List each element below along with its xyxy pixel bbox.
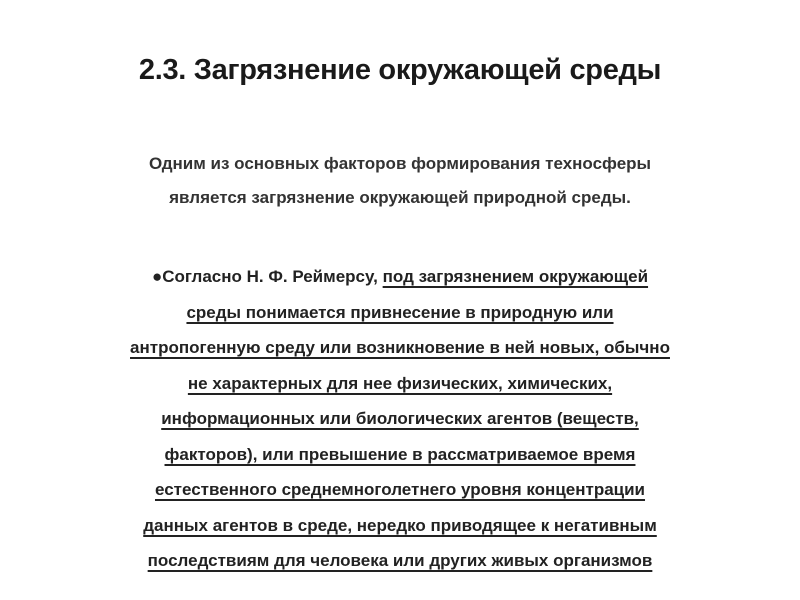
- bullet-icon: ●: [151, 267, 163, 286]
- definition-line: антропогенную среду или возникновение в ней новых, обычно: [130, 338, 670, 357]
- definition-paragraph: [40, 259, 760, 579]
- intro-line: Одним из основных факторов формирования техносферы: [148, 154, 652, 173]
- intro-line: является загрязнение окружающей природной среды.: [169, 188, 631, 207]
- definition-line: информационных или биологических агентов (веществ,: [161, 409, 639, 428]
- definition-line: факторов), или превышение в рассматриваемое время: [164, 444, 636, 464]
- definition-line: [40, 259, 760, 295]
- intro-paragraph: [60, 147, 740, 215]
- slide-title: 2.3. Загрязнение окружающей среды: [138, 54, 662, 86]
- definition-line: данных агентов в среде, нередко приводящее к негативным: [143, 515, 657, 535]
- definition-source: Согласно Н. Ф. Реймерсу,: [162, 267, 383, 286]
- definition-line: последствиям для человека или других живых организмов: [147, 551, 653, 570]
- definition-line: среды понимается привнесение в природную или: [186, 302, 614, 322]
- definition-line: не характерных для нее физических, химических,: [187, 373, 613, 393]
- definition-line: естественного среднемноголетнего уровня концентрации: [154, 480, 646, 499]
- definition-text: под загрязнением окружающей: [382, 267, 649, 286]
